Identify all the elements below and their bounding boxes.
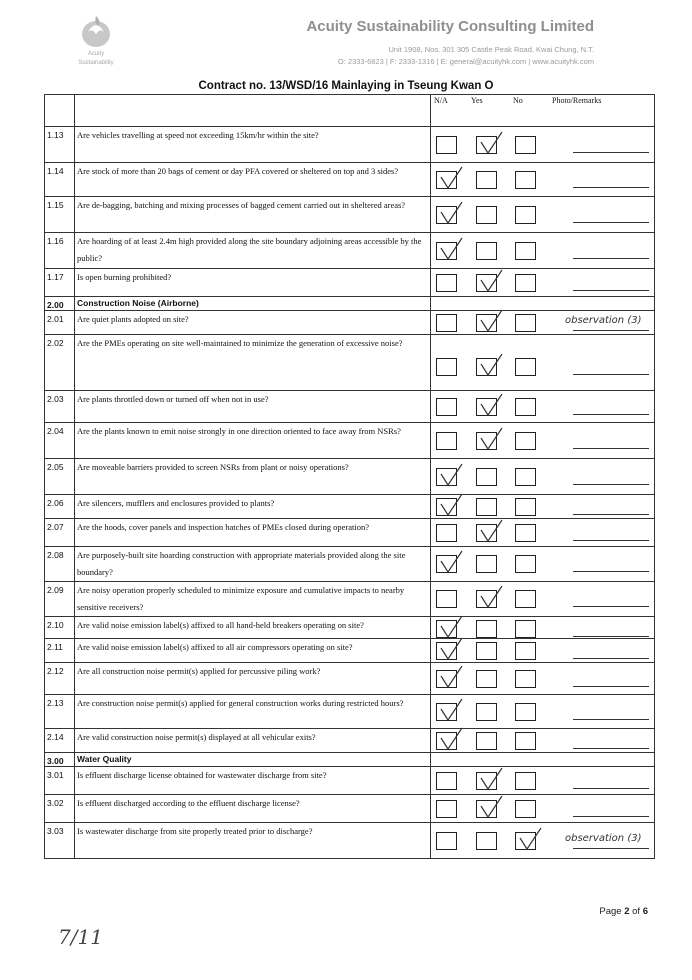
marks-cell bbox=[431, 391, 655, 423]
marks-cell bbox=[431, 127, 655, 163]
checkbox-no[interactable] bbox=[515, 171, 536, 189]
item-question: Are valid noise emission label(s) affixed to all hand-held breakers operating on site? bbox=[75, 617, 431, 639]
marks-cell bbox=[431, 297, 655, 311]
item-number: 1.14 bbox=[45, 163, 75, 197]
col-header-yes: Yes bbox=[471, 96, 483, 105]
item-question: Are the PMEs operating on site well-maintained to minimize the generation of excessive noise? bbox=[75, 335, 431, 391]
marks-cell bbox=[431, 753, 655, 767]
check-mark-icon bbox=[437, 697, 467, 723]
header-marks-cell bbox=[431, 95, 655, 127]
remarks-line[interactable] bbox=[573, 152, 649, 153]
logo-text-line: Acuity bbox=[87, 51, 105, 57]
checklist-row bbox=[45, 197, 655, 233]
checkbox-no[interactable] bbox=[515, 524, 536, 542]
checkbox-yes[interactable] bbox=[476, 468, 497, 486]
item-number: 3.01 bbox=[45, 767, 75, 795]
remarks-line[interactable] bbox=[573, 414, 649, 415]
checkbox-yes[interactable] bbox=[476, 703, 497, 721]
checkbox-no[interactable] bbox=[515, 670, 536, 688]
checkbox-no[interactable] bbox=[515, 274, 536, 292]
checkbox-no[interactable] bbox=[515, 732, 536, 750]
checkbox-no[interactable] bbox=[515, 136, 536, 154]
check-mark-icon bbox=[477, 392, 507, 418]
item-question: Are vehicles travelling at speed not exceeding 15km/hr within the site? bbox=[75, 127, 431, 163]
item-number: 1.13 bbox=[45, 127, 75, 163]
checkbox-no[interactable] bbox=[515, 206, 536, 224]
check-mark-icon bbox=[437, 236, 467, 262]
check-mark-icon bbox=[516, 826, 546, 852]
item-question: Are hoarding of at least 2.4m high provided along the site boundary adjoining areas accessible by the public? bbox=[75, 233, 431, 269]
check-mark-icon bbox=[437, 664, 467, 690]
item-question: Are purposely-built site hoarding construction with appropriate materials provided along the site boundary? bbox=[75, 547, 431, 582]
marks-cell bbox=[431, 795, 655, 823]
check-mark-icon bbox=[477, 794, 507, 820]
checkbox-no[interactable] bbox=[515, 772, 536, 790]
item-question: Are plants throttled down or turned off when not in use? bbox=[75, 391, 431, 423]
check-mark-icon bbox=[437, 165, 467, 191]
checklist-row bbox=[45, 495, 655, 519]
item-question: Are quiet plants adopted on site? bbox=[75, 311, 431, 335]
checklist-row bbox=[45, 127, 655, 163]
check-mark-icon bbox=[477, 518, 507, 544]
checklist-row bbox=[45, 767, 655, 795]
company-logo bbox=[60, 12, 132, 74]
marks-cell bbox=[431, 547, 655, 582]
checkbox-no[interactable] bbox=[515, 590, 536, 608]
marks-cell bbox=[431, 695, 655, 729]
checklist-row bbox=[45, 519, 655, 547]
item-number: 2.05 bbox=[45, 459, 75, 495]
checkbox-no[interactable] bbox=[515, 398, 536, 416]
checklist-row bbox=[45, 391, 655, 423]
remarks-line[interactable] bbox=[573, 258, 649, 259]
check-mark-icon bbox=[437, 549, 467, 575]
checkbox-na[interactable] bbox=[436, 398, 457, 416]
page-label: Page bbox=[599, 906, 622, 917]
checklist-row bbox=[45, 795, 655, 823]
item-question: Is effluent discharge license obtained for wastewater discharge from site? bbox=[75, 767, 431, 795]
marks-cell bbox=[431, 269, 655, 297]
marks-cell bbox=[431, 767, 655, 795]
col-header-remarks: Photo/Remarks bbox=[552, 96, 602, 105]
checkbox-yes[interactable] bbox=[476, 206, 497, 224]
checkbox-no[interactable] bbox=[515, 703, 536, 721]
item-number: 2.04 bbox=[45, 423, 75, 459]
item-number: 1.17 bbox=[45, 269, 75, 297]
check-mark-icon bbox=[477, 352, 507, 378]
marks-cell bbox=[431, 582, 655, 617]
check-mark-icon bbox=[477, 584, 507, 610]
item-number: 1.16 bbox=[45, 233, 75, 269]
remarks-line[interactable] bbox=[573, 816, 649, 817]
remarks-line[interactable] bbox=[573, 448, 649, 449]
checklist-row bbox=[45, 617, 655, 639]
remarks-line[interactable] bbox=[573, 514, 649, 515]
checkbox-yes[interactable] bbox=[476, 832, 497, 850]
section-row bbox=[45, 753, 655, 767]
check-mark-icon bbox=[437, 726, 467, 752]
item-question: Are construction noise permit(s) applied for general construction works during restricted hours? bbox=[75, 695, 431, 729]
remarks-line[interactable] bbox=[573, 788, 649, 789]
marks-cell bbox=[431, 311, 655, 335]
checkbox-no[interactable] bbox=[515, 620, 536, 638]
item-question: Are de-bagging, batching and mixing processes of bagged cement carried out in sheltered areas? bbox=[75, 197, 431, 233]
remarks-line[interactable] bbox=[573, 374, 649, 375]
header-text-cell bbox=[75, 95, 431, 127]
item-question: Are valid noise emission label(s) affixed to all air compressors operating on site? bbox=[75, 639, 431, 663]
item-number: 2.14 bbox=[45, 729, 75, 753]
checklist-row bbox=[45, 269, 655, 297]
checkbox-no[interactable] bbox=[515, 498, 536, 516]
item-number: 2.09 bbox=[45, 582, 75, 617]
checkbox-na[interactable] bbox=[436, 832, 457, 850]
item-number: 2.13 bbox=[45, 695, 75, 729]
checkbox-yes[interactable] bbox=[476, 620, 497, 638]
marks-cell bbox=[431, 197, 655, 233]
checkbox-yes[interactable] bbox=[476, 171, 497, 189]
checklist-row bbox=[45, 423, 655, 459]
item-number: 2.06 bbox=[45, 495, 75, 519]
item-number: 3.03 bbox=[45, 823, 75, 859]
page-current: 2 bbox=[624, 906, 630, 917]
marks-cell bbox=[431, 335, 655, 391]
handwritten-note: 7/11 bbox=[58, 925, 103, 949]
item-question: Are the hoods, cover panels and inspection hatches of PMEs closed during operation? bbox=[75, 519, 431, 547]
remarks-line[interactable] bbox=[573, 636, 649, 637]
item-question: Are stock of more than 20 bags of cement or day PFA covered or sheltered on top and 3 sides? bbox=[75, 163, 431, 197]
remarks-line[interactable] bbox=[573, 719, 649, 720]
section-title: Water Quality bbox=[75, 753, 431, 767]
remarks-line[interactable] bbox=[573, 187, 649, 188]
item-number: 2.07 bbox=[45, 519, 75, 547]
marks-cell bbox=[431, 519, 655, 547]
col-header-na: N/A bbox=[434, 96, 448, 105]
checkbox-yes[interactable] bbox=[476, 555, 497, 573]
table-header-row bbox=[45, 95, 655, 127]
item-number: 2.03 bbox=[45, 391, 75, 423]
remarks-line[interactable] bbox=[573, 571, 649, 572]
item-number: 2.10 bbox=[45, 617, 75, 639]
checkbox-na[interactable] bbox=[436, 772, 457, 790]
checklist-row bbox=[45, 582, 655, 617]
remarks-line[interactable] bbox=[573, 222, 649, 223]
marks-cell bbox=[431, 639, 655, 663]
item-question: Are the plants known to emit noise strongly in one direction oriented to face away from NSRs? bbox=[75, 423, 431, 459]
checklist-row bbox=[45, 639, 655, 663]
checklist-row bbox=[45, 459, 655, 495]
marks-cell bbox=[431, 423, 655, 459]
item-question: Is wastewater discharge from site properly treated prior to discharge? bbox=[75, 823, 431, 859]
remarks-line[interactable] bbox=[573, 748, 649, 749]
checkbox-na[interactable] bbox=[436, 358, 457, 376]
company-contact: O: 2333-6823 | F: 2333-1316 | E: general@acuityhk.com | www.acuityhk.com bbox=[337, 57, 594, 66]
page-total: 6 bbox=[642, 906, 648, 917]
remarks-line[interactable] bbox=[573, 686, 649, 687]
remarks-line[interactable] bbox=[573, 330, 649, 331]
item-question: Are moveable barriers provided to screen NSRs from plant or noisy operations? bbox=[75, 459, 431, 495]
page-of: of bbox=[632, 906, 641, 917]
checklist-row bbox=[45, 823, 655, 859]
marks-cell bbox=[431, 729, 655, 753]
item-number: 2.11 bbox=[45, 639, 75, 663]
item-number: 1.15 bbox=[45, 197, 75, 233]
checkbox-na[interactable] bbox=[436, 590, 457, 608]
remarks-line[interactable] bbox=[573, 290, 649, 291]
check-mark-icon bbox=[477, 130, 507, 156]
item-question: Are all construction noise permit(s) applied for percussive piling work? bbox=[75, 663, 431, 695]
check-mark-icon bbox=[477, 766, 507, 792]
section-row bbox=[45, 297, 655, 311]
check-mark-icon bbox=[437, 200, 467, 226]
check-mark-icon bbox=[477, 308, 507, 334]
checkbox-no[interactable] bbox=[515, 358, 536, 376]
checklist-row bbox=[45, 663, 655, 695]
check-mark-icon bbox=[477, 426, 507, 452]
remarks-line[interactable] bbox=[573, 540, 649, 541]
item-number: 2.12 bbox=[45, 663, 75, 695]
section-title: Construction Noise (Airborne) bbox=[75, 297, 431, 311]
logo-text-line: Sustainability bbox=[78, 60, 114, 66]
company-name: Acuity Sustainability Consulting Limited bbox=[306, 18, 594, 35]
checkbox-na[interactable] bbox=[436, 136, 457, 154]
checklist-table bbox=[44, 94, 655, 859]
marks-cell bbox=[431, 495, 655, 519]
checkbox-yes[interactable] bbox=[476, 670, 497, 688]
company-address: Unit 1908, Nos. 301 305 Castle Peak Road, Kwai Chung, N.T. bbox=[388, 45, 594, 54]
marks-cell bbox=[431, 459, 655, 495]
checkbox-no[interactable] bbox=[515, 242, 536, 260]
page-indicator bbox=[599, 906, 648, 917]
item-question: Are noisy operation properly scheduled to minimize exposure and cumulative impacts to nearby sensitive receivers? bbox=[75, 582, 431, 617]
item-number: 2.01 bbox=[45, 311, 75, 335]
item-question: Is open burning prohibited? bbox=[75, 269, 431, 297]
checklist-row bbox=[45, 335, 655, 391]
checkbox-na[interactable] bbox=[436, 274, 457, 292]
contract-title: Contract no. 13/WSD/16 Mainlaying in Tseung Kwan O bbox=[198, 80, 494, 92]
marks-cell bbox=[431, 823, 655, 859]
marks-cell bbox=[431, 663, 655, 695]
checkbox-yes[interactable] bbox=[476, 732, 497, 750]
check-mark-icon bbox=[437, 636, 467, 662]
item-question: Are valid construction noise permit(s) displayed at all vehicular exits? bbox=[75, 729, 431, 753]
checkbox-na[interactable] bbox=[436, 800, 457, 818]
item-number: 3.00 bbox=[45, 753, 75, 767]
marks-cell bbox=[431, 233, 655, 269]
checklist-row bbox=[45, 547, 655, 582]
remarks-line[interactable] bbox=[573, 484, 649, 485]
item-question: Is effluent discharged according to the effluent discharge license? bbox=[75, 795, 431, 823]
check-mark-icon bbox=[477, 268, 507, 294]
logo-emblem-icon bbox=[76, 12, 116, 50]
checkbox-na[interactable] bbox=[436, 314, 457, 332]
col-header-no: No bbox=[513, 96, 523, 105]
checkbox-yes[interactable] bbox=[476, 642, 497, 660]
checkbox-yes[interactable] bbox=[476, 498, 497, 516]
company-address-block bbox=[338, 44, 594, 68]
checkbox-no[interactable] bbox=[515, 642, 536, 660]
checklist-row bbox=[45, 163, 655, 197]
checkbox-no[interactable] bbox=[515, 432, 536, 450]
check-mark-icon bbox=[437, 462, 467, 488]
remarks-line[interactable] bbox=[573, 606, 649, 607]
checkbox-na[interactable] bbox=[436, 524, 457, 542]
checklist-row bbox=[45, 311, 655, 335]
checkbox-no[interactable] bbox=[515, 800, 536, 818]
checkbox-no[interactable] bbox=[515, 555, 536, 573]
checkbox-no[interactable] bbox=[515, 468, 536, 486]
item-number: 2.00 bbox=[45, 297, 75, 311]
checkbox-na[interactable] bbox=[436, 432, 457, 450]
remarks-line[interactable] bbox=[573, 658, 649, 659]
check-mark-icon bbox=[437, 492, 467, 518]
remark-text: observation (3) bbox=[565, 833, 642, 844]
checklist-row bbox=[45, 233, 655, 269]
header-num-cell bbox=[45, 95, 75, 127]
checkbox-yes[interactable] bbox=[476, 242, 497, 260]
checklist-row bbox=[45, 695, 655, 729]
checklist-row bbox=[45, 729, 655, 753]
item-question: Are silencers, mufflers and enclosures provided to plants? bbox=[75, 495, 431, 519]
checkbox-no[interactable] bbox=[515, 314, 536, 332]
remarks-line[interactable] bbox=[573, 848, 649, 849]
remark-text: observation (3) bbox=[565, 315, 642, 326]
marks-cell bbox=[431, 163, 655, 197]
item-number: 2.08 bbox=[45, 547, 75, 582]
item-number: 2.02 bbox=[45, 335, 75, 391]
item-number: 3.02 bbox=[45, 795, 75, 823]
